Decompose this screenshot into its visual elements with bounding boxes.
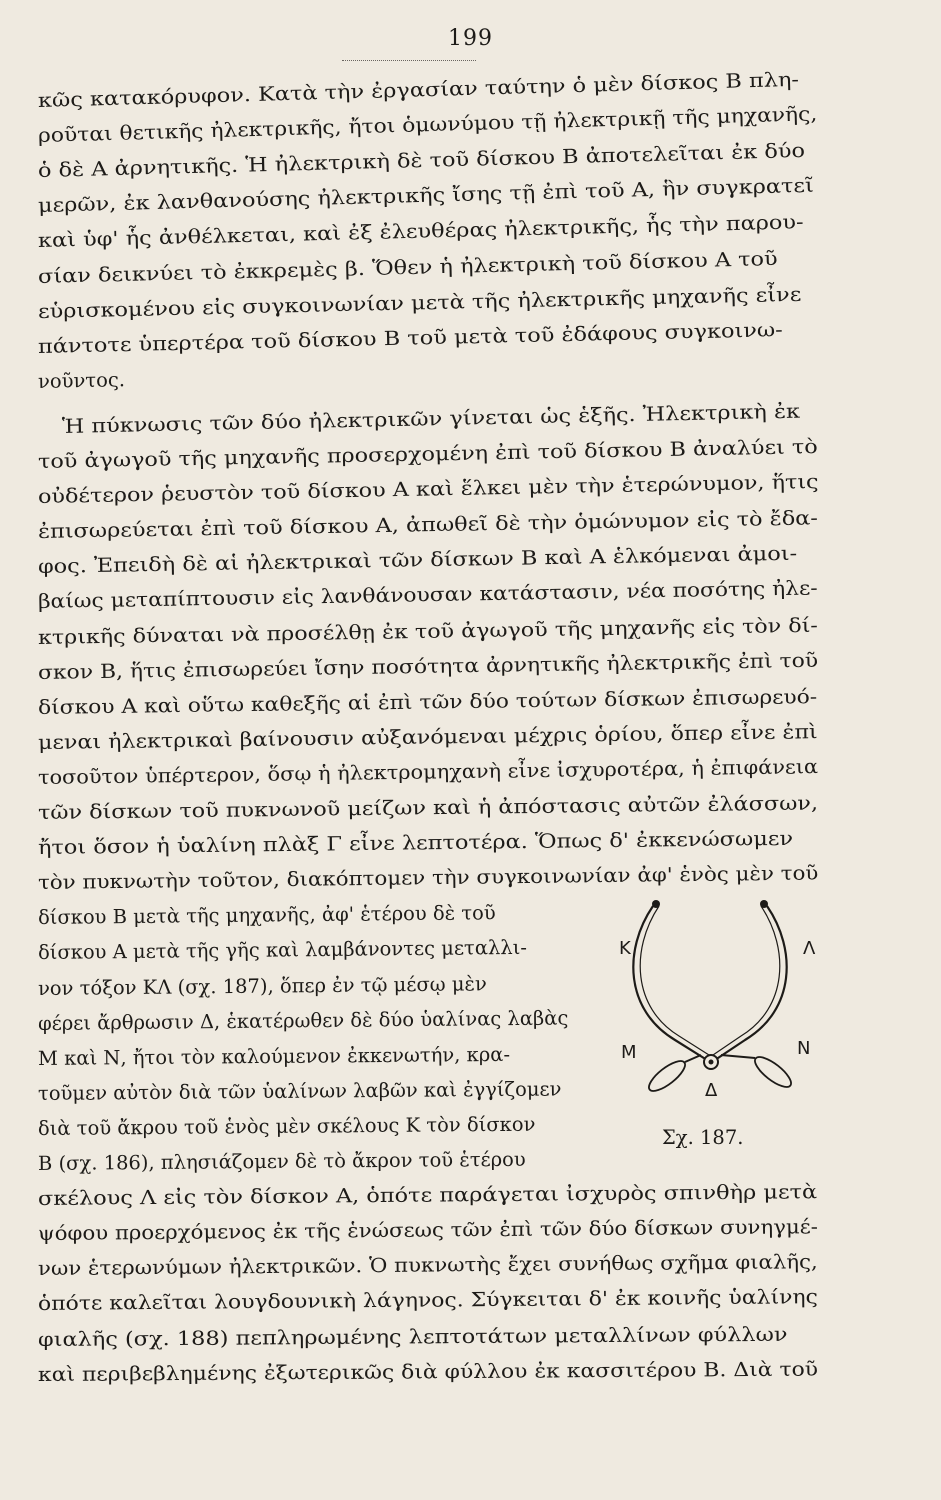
label-k: Κ (619, 938, 631, 959)
text-line: ὁ δὲ Α ἀρνητικῆς. Ἡ ἠλεκτρικὴ δὲ τοῦ δίσκου Β ἀποτελεῖται ἐκ δύο (37, 139, 806, 183)
text-line: κτρικῆς δύναται νὰ προσέλθῃ ἐκ τοῦ ἀγωγοῦ τῆς μηχανῆς εἰς τὸν δί- (37, 613, 819, 649)
text-line: σίαν δεικνύει τὸ ἐκκρεμὲς β. Ὅθεν ἡ ἠλεκτρικὴ τοῦ δίσκου Α τοῦ (37, 246, 778, 288)
text-line: δίσκου Α καὶ οὕτω καθεξῆς αἱ ἐπὶ τῶν δύο τούτων δίσκων ἐπισωρευό- (37, 684, 818, 719)
left-handle (645, 1055, 701, 1096)
text-line: ἐπισωρεύεται ἐπὶ τοῦ δίσκου Α, ἀπωθεῖ δὲ τὴν ὁμώνυμον εἰς τὸ ἔδα- (37, 506, 819, 544)
text-line: σκέλους Λ εἰς τὸν δίσκον Α, ὁπότε παράγεται ἰσχυρὸς σπινθὴρ μετὰ (37, 1180, 818, 1211)
text-line: σκον Β, ἥτις ἐπισωρεύει ἴσην ποσότητα ἀρνητικῆς ἠλεκτρικῆς ἐπὶ τοῦ (37, 648, 819, 684)
text-line: μεναι ἠλεκτρικαὶ βαίνουσιν αὐξανόμεναι μέχρις ὁρίου, ὅπερ εἶνε ἐπὶ (37, 719, 818, 754)
text-line: δίσκου Α μετὰ τῆς γῆς καὶ λαμβάνοντες μεταλλι- (37, 936, 528, 965)
text-line: νων ἑτερωνύμων ἠλεκτρικῶν. Ὁ πυκνωτὴς ἔχει συνήθως σχῆμα φιαλῆς, (37, 1250, 818, 1281)
right-handle (721, 1052, 795, 1092)
text-line: τὸν πυκνωτὴν τοῦτον, διακόπτομεν τὴν συγκοινωνίαν ἀφ' ἑνὸς μὲν τοῦ (37, 861, 819, 895)
text-line: διὰ τοῦ ἄκρου τοῦ ἑνὸς μὲν σκέλους Κ τὸν δίσκον (37, 1112, 536, 1140)
text-line: δίσκου Β μετὰ τῆς μηχανῆς, ἀφ' ἑτέρου δὲ τοῦ (37, 901, 496, 930)
text-line: μερῶν, ἐκ λανθανούσης ἠλεκτρικῆς ἴσης τῇ ἐπὶ τοῦ Α, ἣν συγκρατεῖ (37, 173, 815, 218)
text-line: Μ καὶ Ν, ἤτοι τὸν καλούμενον ἐκκενωτήν, κρα- (37, 1042, 511, 1070)
text-line: ψόφου προερχόμενος ἐκ τῆς ἑνώσεως τῶν ἐπὶ τῶν δύο δίσκων συνηγμέ- (37, 1215, 819, 1246)
text-line: ἤτοι ὅσον ἡ ὑαλίνη πλὰξ Γ εἶνε λεπτοτέρα. Ὅπως δ' ἐκκενώσωμεν (37, 826, 794, 860)
text-line: τοῦ ἀγωγοῦ τῆς μηχανῆς προσερχομένη ἐπὶ τοῦ δίσκου Β ἀναλύει τὸ (37, 435, 818, 473)
text-line: ὁπότε καλεῖται λουγδουνικὴ λάγηνος. Σύγκειται δ' ἐκ κοινῆς ὑαλίνης (37, 1285, 818, 1316)
text-line: φιαλῆς (σχ. 188) πεπληρωμένης λεπτοτάτων μεταλλίνων φύλλων (37, 1322, 788, 1351)
right-arm (715, 906, 787, 1060)
left-knob (652, 900, 660, 908)
label-n: Ν (797, 1038, 811, 1059)
text-line: κῶς κατακόρυφον. Κατὰ τὴν ἐργασίαν ταύτην ὁ μὲν δίσκος Β πλη- (37, 67, 800, 112)
text-line: νον τόξον ΚΛ (σχ. 187), ὅπερ ἐν τῷ μέσῳ μὲν (37, 971, 487, 1000)
text-line: οὐδέτερον ῥευστὸν τοῦ δίσκου Α καὶ ἕλκει μὲν τὴν ἑτερώνυμον, ἥτις (37, 470, 819, 509)
text-line: φέρει ἄρθρωσιν Δ, ἑκατέρωθεν δὲ δύο ὑαλίνας λαβὰς (37, 1006, 569, 1035)
text-line: καὶ ὑφ' ἧς ἀνθέλκεται, καὶ ἐξ ἐλευθέρας ἠλεκτρικῆς, ἧς τὴν παρου- (37, 210, 804, 253)
page-number: 199 (448, 26, 493, 51)
text-line: Ἡ πύκνωσις τῶν δύο ἠλεκτρικῶν γίνεται ὡς ἑξῆς. Ἠλεκτρικὴ ἐκ (61, 399, 801, 438)
right-knob (760, 900, 768, 908)
text-line: ροῦται θετικῆς ἠλεκτρικῆς, ἤτοι ὁμωνύμου τῇ ἠλεκτρικῇ τῆς μηχανῆς, (37, 102, 818, 148)
label-l: Λ (803, 938, 816, 959)
label-d: Δ (705, 1080, 718, 1101)
text-line: Β (σχ. 186), πλησιάζομεν δὲ τὸ ἄκρον τοῦ ἑτέρου (37, 1147, 526, 1175)
text-line: πάντοτε ὑπερτέρα τοῦ δίσκου Β τοῦ μετὰ τοῦ ἐδάφους συγκοινω- (37, 317, 783, 358)
text-line: εὑρισκομένου εἰς συγκοινωνίαν μετὰ τῆς ἠλεκτρικῆς μηχανῆς εἶνε (37, 282, 802, 323)
header-rule (342, 60, 476, 61)
discharger-figure (615, 890, 830, 1115)
text-line: τοῦμεν αὐτὸν διὰ τῶν ὑαλίνων λαβῶν καὶ ἐγγίζομεν (37, 1077, 562, 1105)
label-m: Μ (621, 1042, 637, 1063)
text-line: καὶ περιβεβλημένης ἐξωτερικῶς διὰ φύλλου ἐκ κασσιτέρου Β. Διὰ τοῦ (37, 1357, 819, 1386)
text-line: βαίως μεταπίπτουσιν εἰς λανθάνουσαν κατάστασιν, νέα ποσότης ἠλε- (37, 576, 818, 614)
left-arm (633, 906, 707, 1060)
text-line: νοῦντος. (37, 367, 126, 393)
text-line: φος. Ἐπειδὴ δὲ αἱ ἠλεκτρικαὶ τῶν δίσκων Β καὶ Α ἑλκόμεναι ἀμοι- (37, 542, 798, 579)
figure-caption: Σχ. 187. (662, 1126, 744, 1149)
text-line: τῶν δίσκων τοῦ πυκνωνοῦ μείζων καὶ ἡ ἀπόστασις αὐτῶν ἐλάσσων, (37, 791, 819, 824)
text-line: τοσοῦτον ὑπέρτερον, ὅσῳ ἡ ἠλεκτρομηχανὴ εἶνε ἰσχυροτέρα, ἡ ἐπιφάνεια (37, 754, 819, 789)
